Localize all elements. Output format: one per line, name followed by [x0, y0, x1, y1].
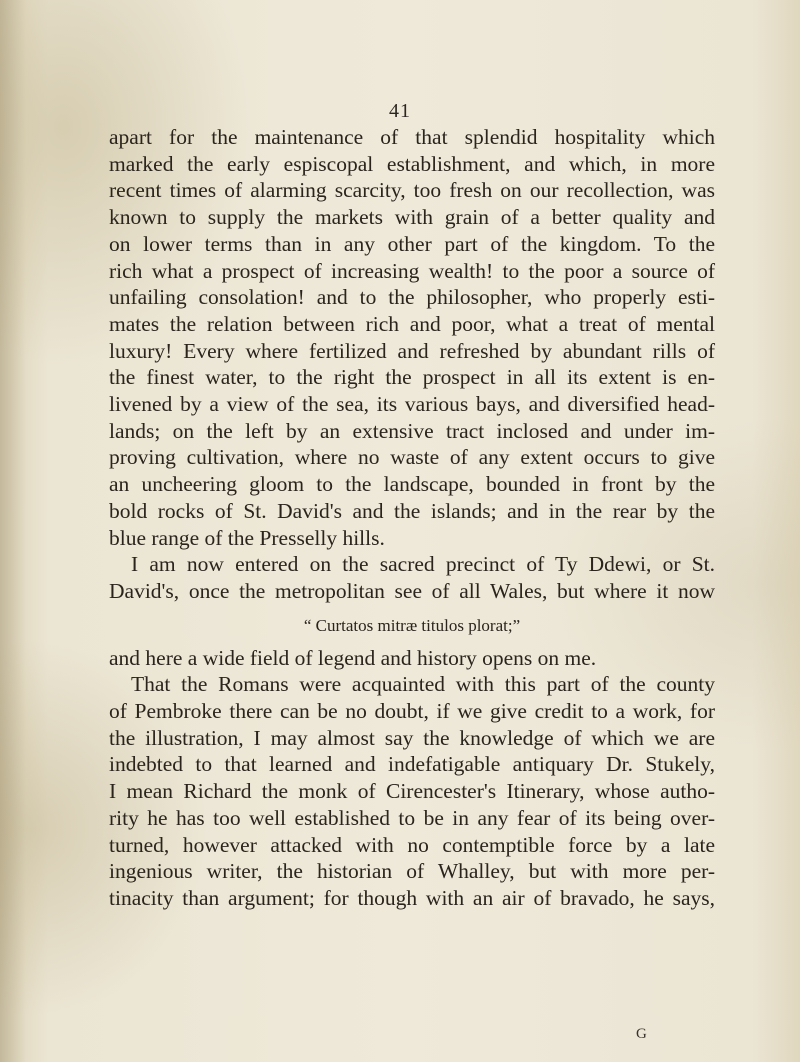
text-line: bold rocks of St. David's and the islands; and in the rear by the [109, 498, 715, 523]
body-text [109, 124, 715, 912]
text-line: an uncheering gloom to the landscape, bounded in front by the [109, 472, 715, 497]
text-line: tinacity than argument; for though with an air of bravado, he says, [109, 885, 715, 910]
text-line: mates the relation between rich and poor, what a treat of mental [109, 311, 715, 336]
text-line: recent times of alarming scarcity, too fresh on our recollection, was [109, 178, 715, 203]
text-line: the illustration, I may almost say the knowledge of which we are [109, 725, 715, 750]
text-line: luxury! Every where fertilized and refreshed by abundant rills of [109, 338, 715, 363]
text-line: ingenious writer, the historian of Whalley, but with more per- [109, 859, 715, 884]
text-line: marked the early espiscopal establishment, and which, in more [109, 151, 715, 176]
latin-quote: “ Curtatos mitræ titulos plorat;” [303, 615, 521, 635]
text-line: the finest water, to the right the prospect in all its extent is en- [109, 365, 715, 390]
text-line: unfailing consolation! and to the philosopher, who properly esti- [109, 285, 715, 310]
text-line: and here a wide field of legend and history opens on me. [109, 645, 597, 670]
text-line: blue range of the Presselly hills. [109, 525, 385, 550]
text-line: indebted to that learned and indefatigable antiquary Dr. Stukely, [109, 752, 715, 777]
text-line: proving cultivation, where no waste of any extent occurs to give [109, 445, 715, 470]
page-number: 41 [389, 100, 411, 122]
text-line: livened by a view of the sea, its various bays, and diversified head- [109, 392, 715, 417]
spine-shadow [0, 0, 26, 1062]
signature-mark: G [636, 1026, 647, 1042]
text-line: turned, however attacked with no contemptible force by a late [109, 832, 715, 857]
text-line: of Pembroke there can be no doubt, if we give credit to a work, for [109, 699, 715, 724]
text-line: I mean Richard the monk of Cirencester's Itinerary, whose autho- [109, 779, 715, 804]
text-line: David's, once the metropolitan see of all Wales, but where it now [109, 578, 715, 603]
text-line: That the Romans were acquainted with this part of the county [131, 672, 715, 697]
text-line: rity he has too well established to be in any fear of its being over- [109, 805, 715, 830]
text-line: rich what a prospect of increasing wealth! to the poor a source of [109, 258, 715, 283]
text-line: apart for the maintenance of that splendid hospitality which [109, 125, 715, 149]
text-line: lands; on the left by an extensive tract inclosed and under im- [109, 418, 715, 443]
text-line: I am now entered on the sacred precinct of Ty Ddewi, or St. [131, 552, 715, 577]
text-line: on lower terms than in any other part of the kingdom. To the [109, 231, 715, 256]
text-line: known to supply the markets with grain of a better quality and [109, 205, 715, 230]
